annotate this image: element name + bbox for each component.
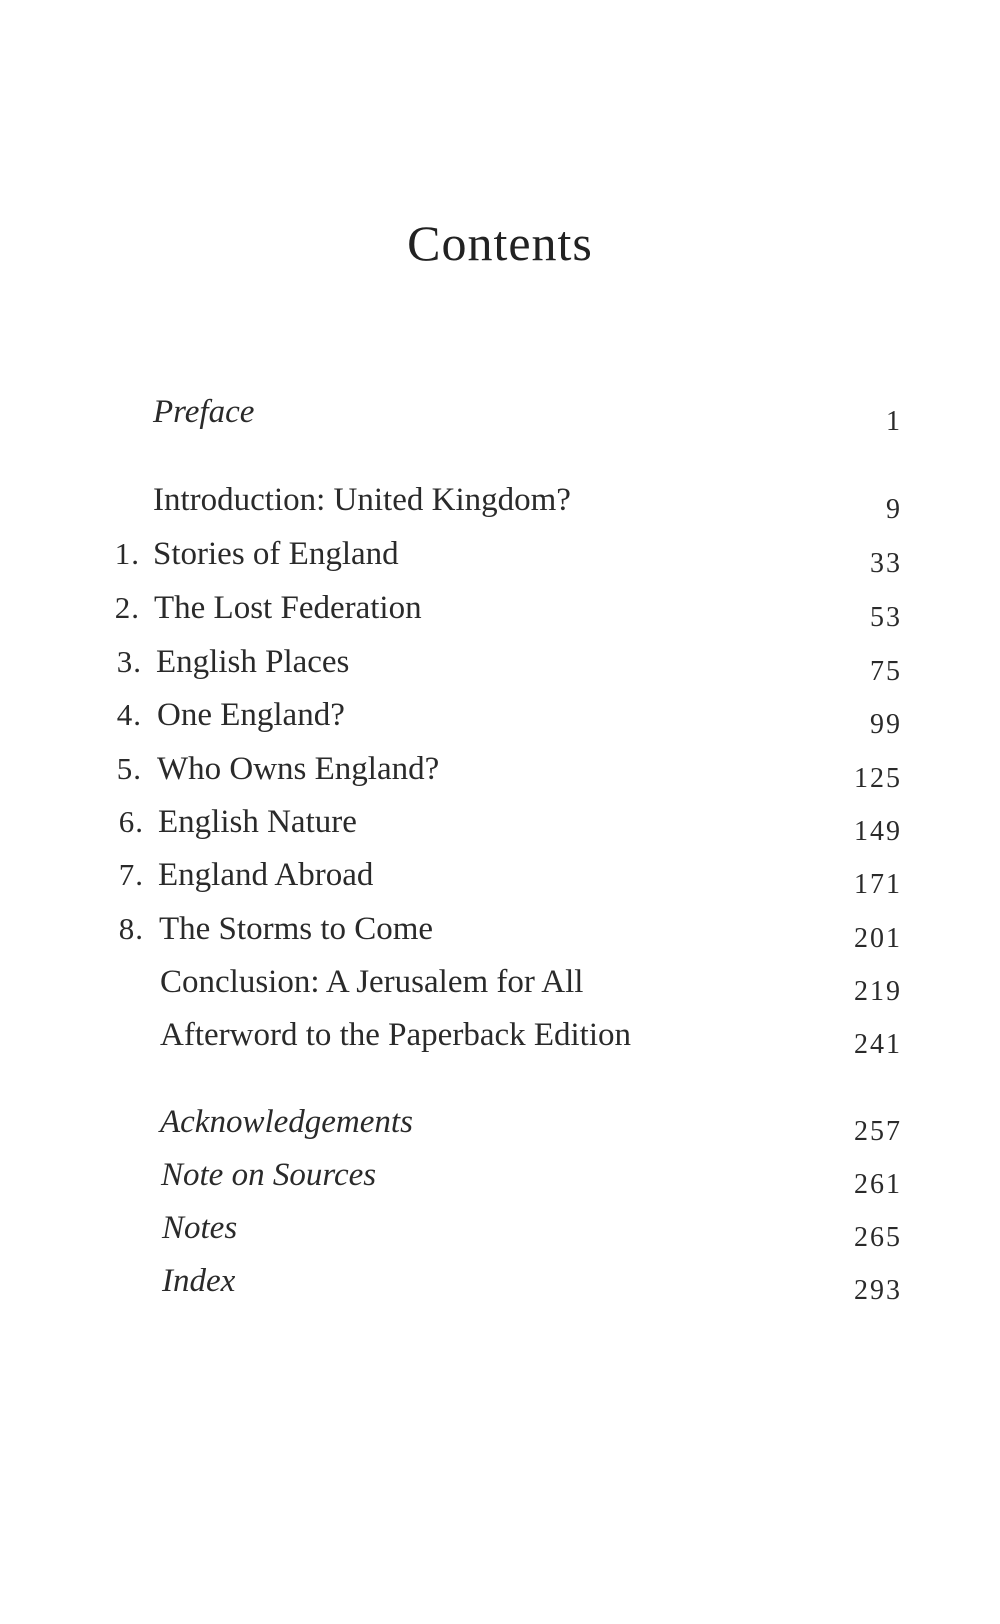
toc-entry-label: Introduction: United Kingdom? [153,482,571,518]
toc-entry-index [0,1257,1000,1305]
toc-entry-chapter-8 [0,905,1000,953]
toc-entry-notes [0,1204,1000,1252]
toc-entry-label: English Places [156,644,350,680]
toc-entry-chapter-5 [0,745,1000,793]
page-title: Contents [407,215,593,271]
toc-entry-label: Who Owns England? [157,751,440,787]
toc-entry-preface [0,388,1000,436]
toc-entry-chapter-7 [0,851,1000,899]
chapter-number: 4. [116,697,142,732]
toc-entry-label: Preface [153,394,255,430]
toc-entry-label: The Storms to Come [159,911,434,947]
toc-entry-label: Index [162,1263,236,1299]
toc-page-number: 33 [870,548,902,579]
toc-entry-label: One England? [157,697,345,733]
toc-page-number: 265 [854,1222,902,1253]
toc-entry-label: Afterword to the Paperback Edition [160,1017,632,1053]
toc-page-number: 53 [870,602,902,633]
toc-entry-acknowledgements [0,1098,1000,1146]
toc-entry-label: Notes [162,1210,238,1246]
toc-page-number: 219 [854,976,902,1007]
toc-entry-label: Note on Sources [161,1157,377,1193]
toc-page-number: 149 [854,816,902,847]
toc-page-number: 1 [886,406,902,437]
toc-page-number: 261 [854,1169,902,1200]
toc-page-number: 257 [854,1116,902,1147]
chapter-number: 5. [116,751,142,786]
toc-entry-chapter-3 [0,638,1000,686]
toc-entry-chapter-1 [0,530,1000,578]
chapter-number: 3. [116,644,142,679]
toc-page-number: 125 [854,763,902,794]
toc-page-number: 241 [854,1029,902,1060]
toc-entry-label: Acknowledgements [160,1104,413,1140]
toc-page-number: 99 [870,709,902,740]
toc-entry-chapter-2 [0,584,1000,632]
toc-entry-chapter-4 [0,691,1000,739]
toc-entry-label: Stories of England [153,536,399,572]
chapter-number: 7. [118,857,144,892]
chapter-number: 1. [114,536,140,571]
toc-entry-afterword [0,1011,1000,1059]
chapter-number: 8. [118,911,144,946]
toc-entry-label: Conclusion: A Jerusalem for All [160,964,584,1000]
toc-page-number: 75 [870,656,902,687]
chapter-number: 2. [114,590,140,625]
chapter-number: 6. [118,804,144,839]
toc-entry-introduction [0,476,1000,524]
toc-page-number: 293 [854,1275,902,1306]
toc-entry-label: English Nature [158,804,357,840]
toc-entry-conclusion [0,958,1000,1006]
toc-page-number: 9 [886,494,902,525]
toc-entry-chapter-6 [0,798,1000,846]
toc-entry-note-on-sources [0,1151,1000,1199]
toc-page-number: 201 [854,923,902,954]
toc-page-number: 171 [854,869,902,900]
toc-entry-label: England Abroad [158,857,374,893]
toc-entry-label: The Lost Federation [154,590,422,626]
